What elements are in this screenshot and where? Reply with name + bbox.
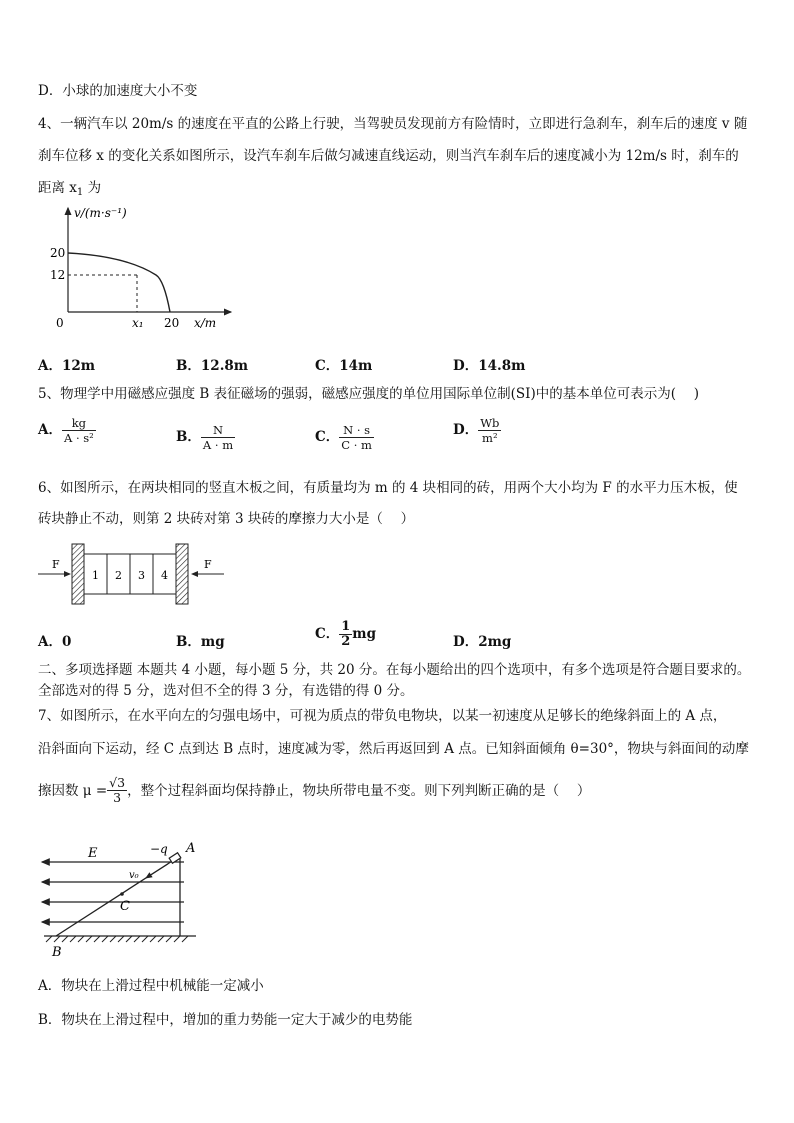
q7-text-line3: 擦因数 μ = $\frac{√3}{3}$ ，整个过程斜面均保持静止，物块所带电量不变。则下列判断正确的是（ ） (38, 775, 591, 805)
q7-velocity-arrow (146, 864, 168, 878)
q4-text-line1: 4、一辆汽车以 20m/s 的速度在平直的公路上行驶，当驾驶员发现前方有险情时，立即进行急刹车，刹车后的速度 v 随 (38, 116, 748, 132)
q7-label-b: B (52, 945, 62, 960)
q7-label-charge: −q (150, 842, 168, 856)
q4-velocity-displacement-graph (36, 200, 236, 338)
q6-force-right-label: F (204, 558, 212, 571)
q7-point-c (120, 892, 124, 896)
q4-origin: 0 (56, 316, 64, 330)
q4-tick-20: 20 (50, 246, 66, 260)
q7-label-c: C (120, 899, 130, 914)
q6-force-left-label: F (52, 558, 60, 571)
q6-text-line1: 6、如图所示，在两块相同的竖直木板之间，有质量均为 m 的 4 块相同的砖，用两个大小均为 F 的水平力压木板，使 (38, 480, 738, 496)
q6-board-right (176, 544, 188, 604)
q4-option-d: D．14.8m (453, 358, 526, 374)
q4-option-a: A．12m (38, 358, 96, 374)
q5-option-d: D． $\frac{Wb}{\text{m²}}$ (453, 416, 500, 445)
q7-option-b: B．物块在上滑过程中，增加的重力势能一定大于减少的电势能 (38, 1012, 413, 1028)
section2-heading-line1: 二、多项选择题 本题共 4 小题，每小题 5 分，共 20 分。在每小题给出的四个选项中，有多个选项是符合题目要求的。 (38, 662, 751, 678)
q6-option-b: B．mg (176, 634, 225, 650)
q4-curve (68, 253, 170, 312)
q4-text-line2: 刹车位移 x 的变化关系如图所示，设汽车刹车后做匀减速直线运动，则当汽车刹车后的速度减小为 12m/s 时，刹车的 (38, 148, 739, 164)
q5-option-b: B． $\frac{N}{A \cdot m}$ (176, 423, 234, 452)
q7-incline-figure (36, 838, 206, 960)
q7-label-e: E (88, 846, 98, 861)
q7-text-line2: 沿斜面向下运动，经 C 点到达 B 点时，速度减为零，然后再返回到 A 点。已知斜面倾角 θ=30°，物块与斜面间的动摩 (38, 741, 749, 757)
q7-label-a: A (186, 841, 196, 856)
q6-bricks-figure (36, 540, 236, 610)
q4-option-b: B．12.8m (176, 358, 249, 374)
q6-option-a: A．0 (38, 634, 72, 650)
q7-label-v0: v₀ (129, 870, 139, 881)
q4-text-line3: 距离 $x_1$ 为 (38, 180, 102, 198)
section2-heading-line2: 全部选对的得 5 分，选对但不全的得 3 分，有选错的得 0 分。 (38, 683, 414, 699)
q6-brick-label-2: 2 (115, 569, 122, 582)
q6-brick-label-3: 3 (138, 569, 145, 582)
q4-y-label: v/(m·s⁻¹) (74, 206, 127, 220)
q6-brick-label-4: 4 (161, 569, 168, 582)
q7-option-a: A．物块在上滑过程中机械能一定减小 (38, 978, 264, 994)
q5-option-c: C． $\frac{N \cdot s}{C \cdot m}$ (315, 423, 372, 452)
q7-text-line1: 7、如图所示，在水平向左的匀强电场中，可视为质点的带负电物块，以某一初速度从足够长的绝缘斜面上的 A 点， (38, 708, 727, 724)
q3-option-d: D．小球的加速度大小不变 (38, 83, 198, 99)
q6-brick-label-1: 1 (92, 569, 99, 582)
q6-board-left (72, 544, 84, 604)
q5-option-a: A． $\frac{kg}{\text{A · s²}}$ (38, 416, 94, 445)
q7-ground-hatch (46, 936, 188, 942)
q4-option-c: C．14m (315, 358, 373, 374)
q4-tick-12: 12 (50, 268, 66, 282)
q5-text: 5、物理学中用磁感应强度 B 表征磁场的强弱，磁感应强度的单位用国际单位制(SI)中的基本单位可表示为( ) (38, 386, 700, 402)
q4-x-label: x/m (194, 316, 217, 330)
q6-option-d: D．2mg (453, 634, 512, 650)
q4-tick-x-20: 20 (164, 316, 180, 330)
q6-text-line2: 砖块静止不动，则第 2 块砖对第 3 块砖的摩擦力大小是（ ） (38, 511, 415, 527)
q4-tick-x1: x₁ (132, 316, 144, 330)
q6-option-c: C． $\frac{1}{2}$ mg (315, 619, 377, 649)
